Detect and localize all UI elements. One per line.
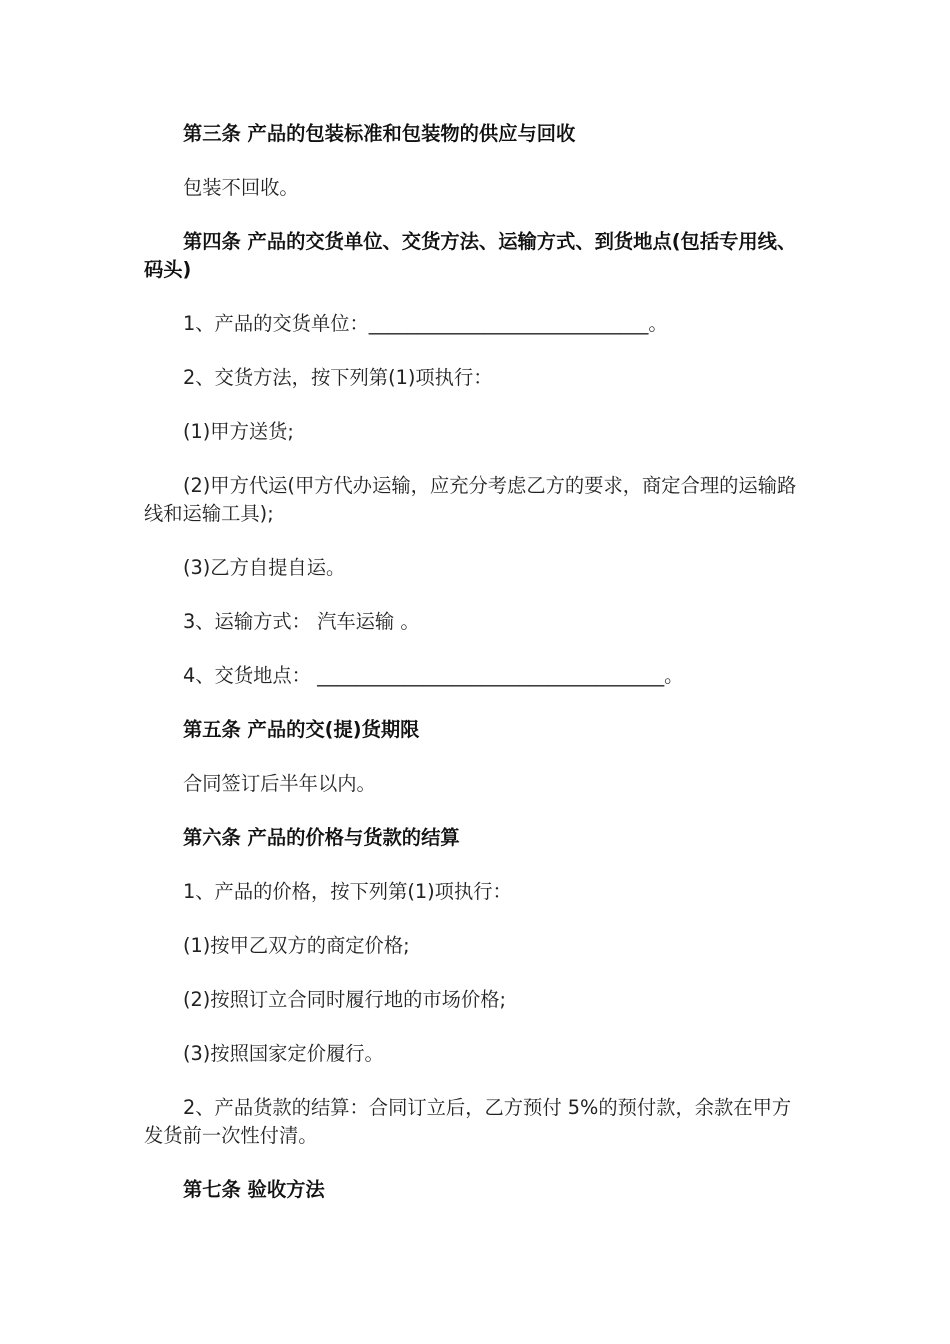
paragraph: (2)甲方代运(甲方代办运输，应充分考虑乙方的要求，商定合理的运输路线和运输工具); — [144, 474, 797, 525]
article-heading: 第六条 产品的价格与货款的结算 — [183, 826, 460, 849]
article-heading: 第五条 产品的交(提)货期限 — [183, 718, 420, 741]
paragraph: (3)按照国家定价履行。 — [183, 1042, 384, 1065]
article-heading: 第四条 产品的交货单位、交货方法、运输方式、到货地点(包括专用线、码头) — [144, 230, 797, 281]
paragraph: 2、交货方法，按下列第(1)项执行： — [183, 366, 493, 389]
paragraph: (1)甲方送货; — [183, 420, 294, 443]
article-heading: 第七条 验收方法 — [183, 1178, 325, 1201]
paragraph: 1、产品的价格，按下列第(1)项执行： — [183, 880, 512, 903]
article-heading: 第三条 产品的包装标准和包装物的供应与回收 — [183, 122, 576, 145]
paragraph: 2、产品货款的结算：合同订立后，乙方预付 5%的预付款，余款在甲方发货前一次性付清。 — [144, 1096, 792, 1147]
paragraph: (2)按照订立合同时履行地的市场价格; — [183, 988, 507, 1011]
paragraph: 3、运输方式： 汽车运输 。 — [183, 610, 420, 633]
paragraph: (1)按甲乙双方的商定价格; — [183, 934, 410, 957]
paragraph: 1、产品的交货单位：_____________________________。 — [183, 312, 668, 335]
paragraph: 4、交货地点： ____________________________________。 — [183, 664, 684, 687]
paragraph: (3)乙方自提自运。 — [183, 556, 346, 579]
paragraph: 合同签订后半年以内。 — [183, 772, 376, 795]
paragraph: 包装不回收。 — [183, 176, 299, 199]
document-page — [144, 120, 806, 1230]
